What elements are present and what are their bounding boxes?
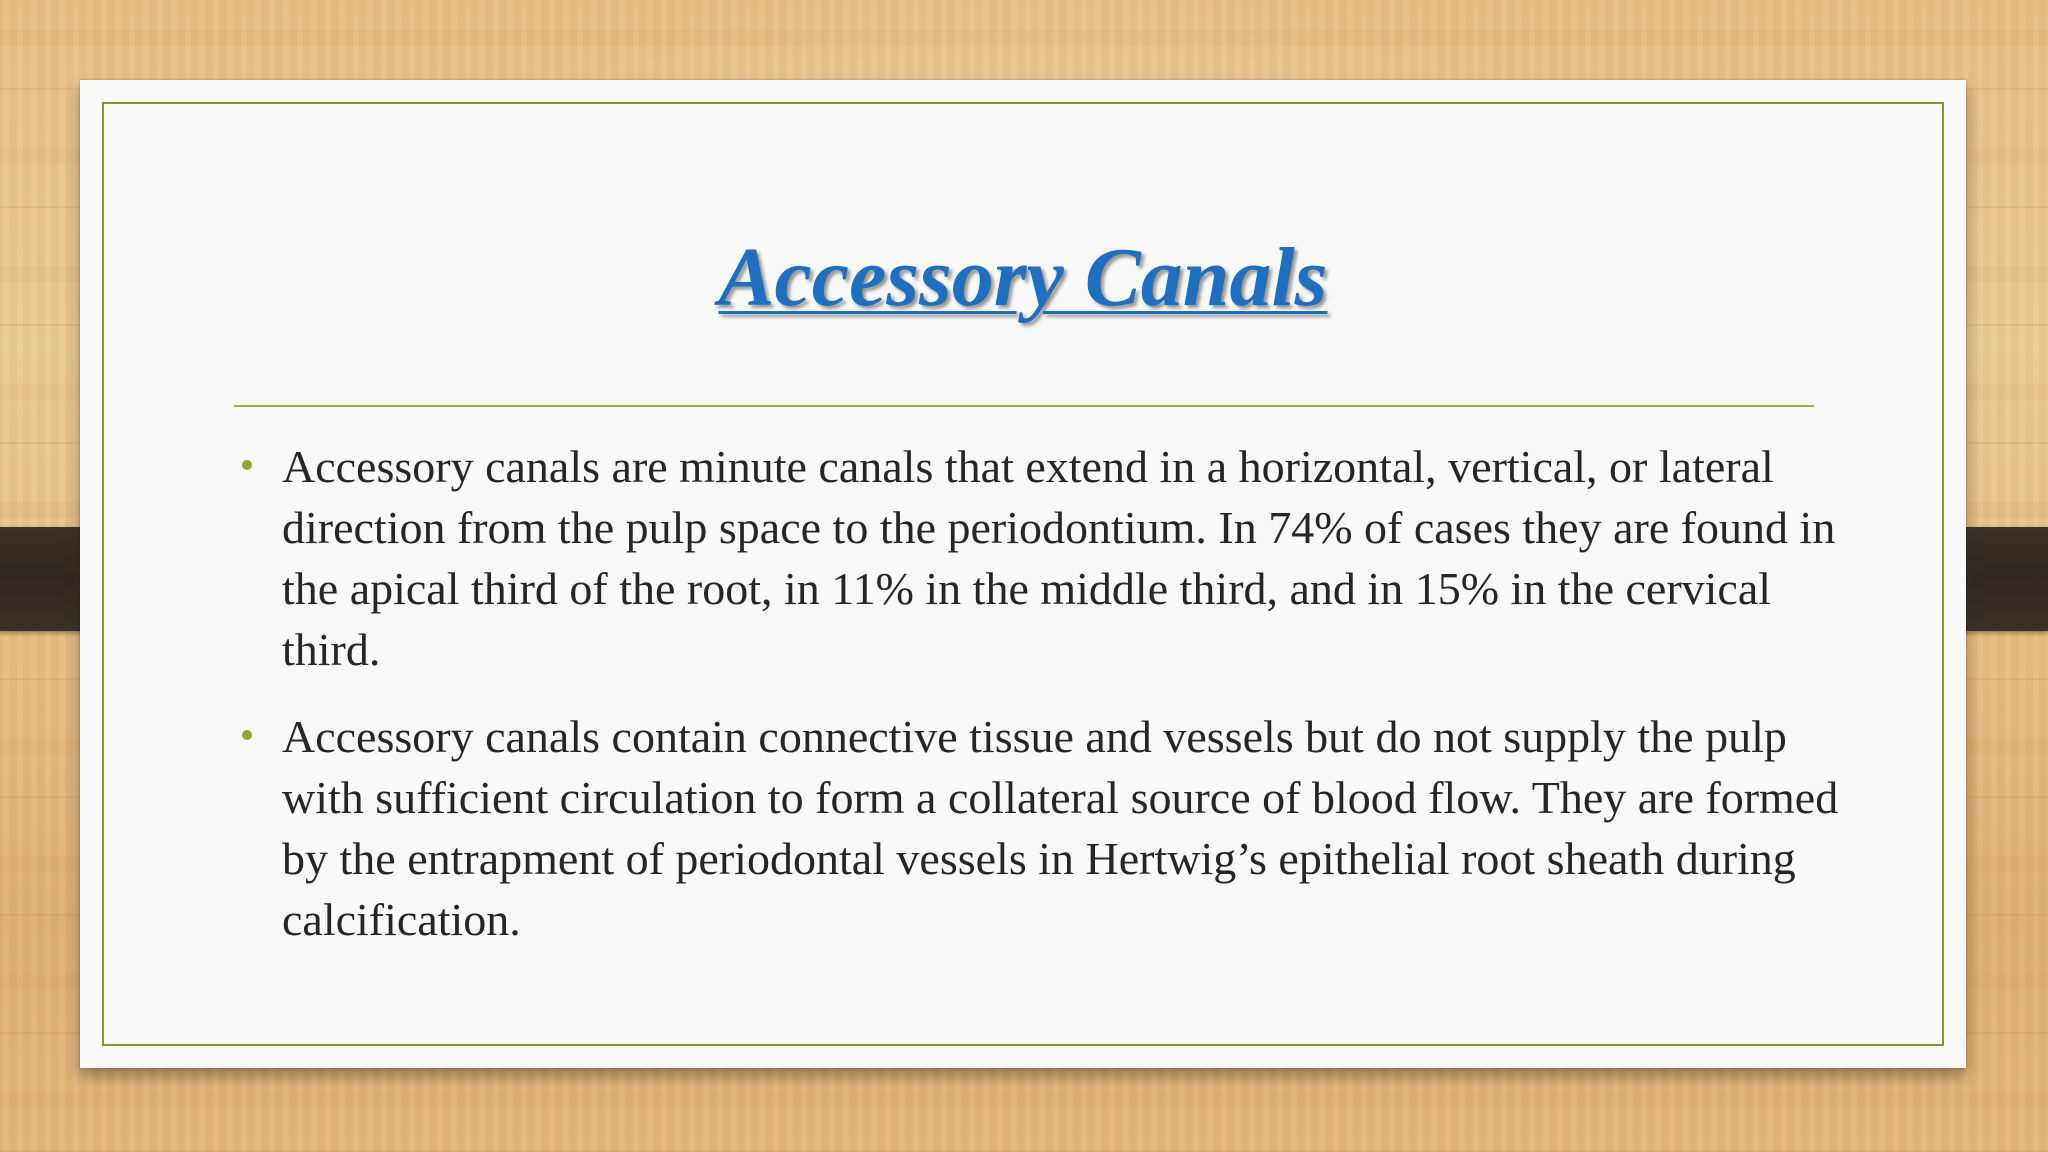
bullet-dot-icon xyxy=(242,460,252,470)
bullet-list xyxy=(230,436,1870,976)
slide-title: Accessory Canals xyxy=(718,231,1328,324)
bullet-dot-icon xyxy=(242,730,252,740)
bullet-text: Accessory canals are minute canals that extend in a horizontal, vertical, or lateral direction from the pulp space to the periodontium. In 74% of cases they are found in the apical third of the root, in 11% in the middle third, and in 15% in the cervical third. xyxy=(282,441,1836,675)
bullet-item xyxy=(230,706,1870,950)
title-divider xyxy=(234,405,1814,407)
bullet-text: Accessory canals contain connective tissue and vessels but do not supply the pulp with sufficient circulation to form a collateral source of blood flow. They are formed by the entrapment of periodontal vessels in Hertwig’s epithelial root sheath during calcification. xyxy=(282,711,1839,945)
bullet-item xyxy=(230,436,1870,680)
slide-paper xyxy=(80,80,1966,1068)
